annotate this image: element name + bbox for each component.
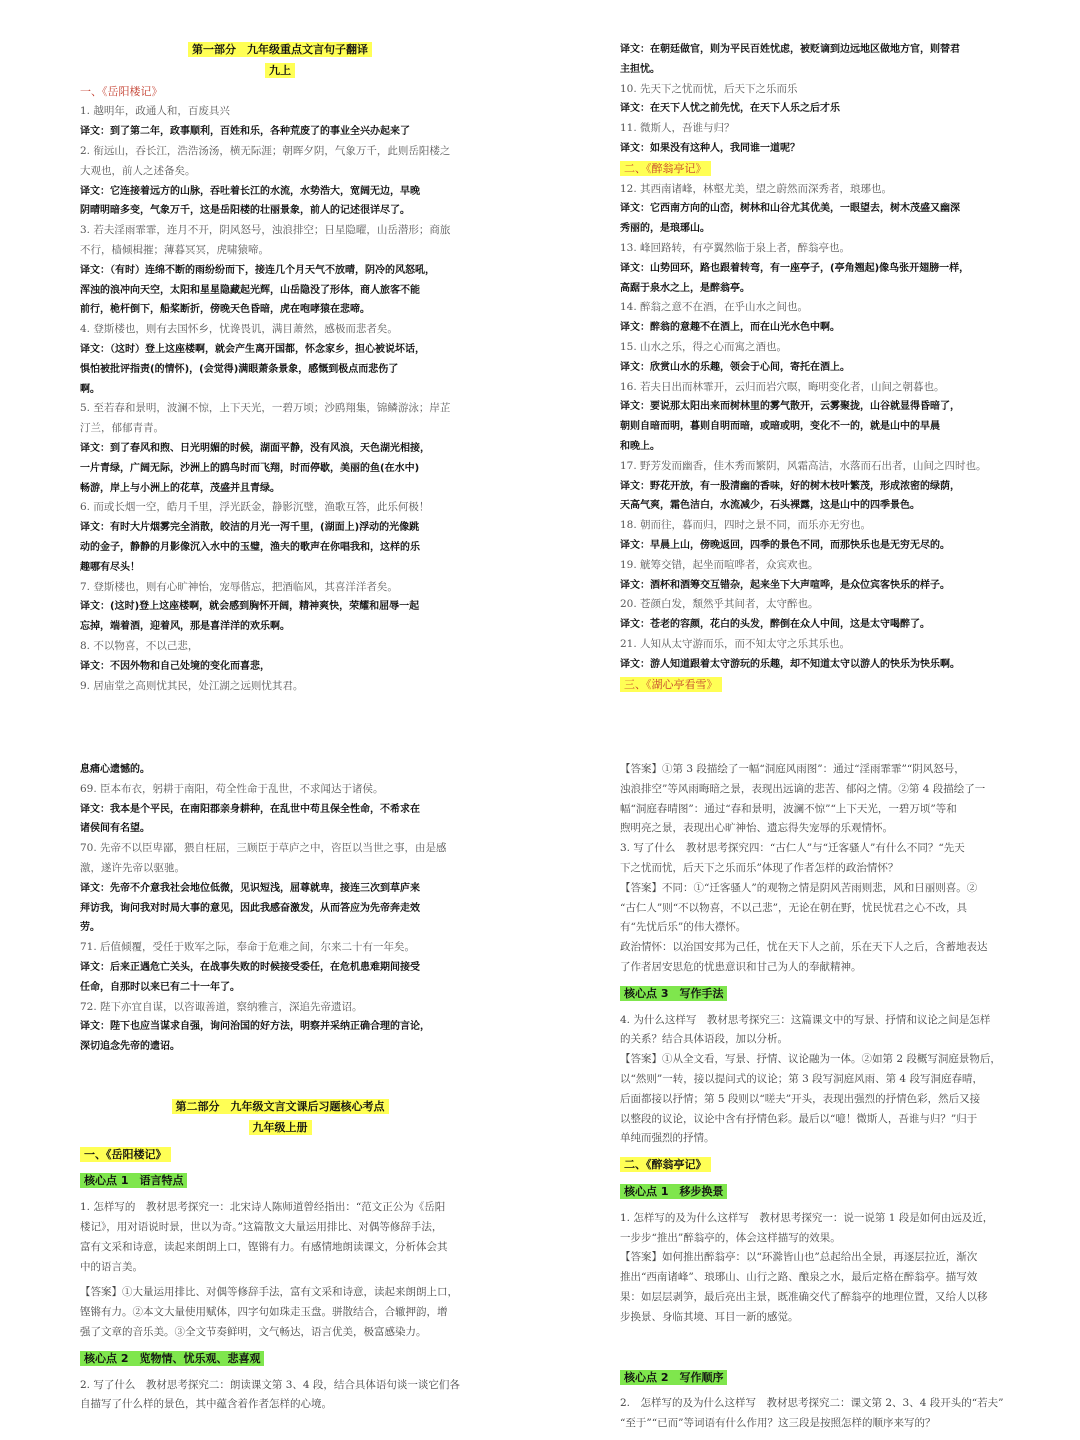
question-line: 2. 怎样写的及为什么这样写 教材思考探究二：课文第 2、3、4 段开头的“若夫” <box>620 1397 1004 1410</box>
source-line: 11. 微斯人，吾谁与归？ <box>620 122 735 135</box>
answer-line: 步换景、身临其境、耳目一新的感觉。 <box>620 1310 799 1323</box>
core-point-4: 核心点 1 移步换景 <box>620 1184 727 1199</box>
part2-subtitle: 九年级上册 <box>249 1120 312 1135</box>
source-line: 20. 苍颜白发，颓然乎其间者，太守醉也。 <box>620 598 819 611</box>
translation-line: 译文：醉翁的意趣不在酒上，而在山光水色中啊。 <box>620 322 840 334</box>
answer-line: 单纯而强烈的抒情。 <box>620 1132 715 1145</box>
source-line: 14. 醉翁之意不在酒，在乎山水之间也。 <box>620 301 809 314</box>
translation-line: 译文：在朝廷做官，则为平民百姓忧虑，被贬谪到边远地区做地方官，则替君 <box>620 44 960 55</box>
source-line: 72. 陛下亦宜自谋，以咨诹善道，察纳雅言，深追先帝遗诏。 <box>80 1000 363 1013</box>
translation-line: 主担忧。 <box>620 63 660 75</box>
translation-line: 译文：山势回环，路也跟着转弯，有一座亭子，(亭角翘起)像鸟张开翅膀一样， <box>620 262 970 274</box>
translation-line: 浑浊的浪冲向天空，太阳和星星隐藏起光辉，山岳隐没了形体，商人旅客不能 <box>80 284 420 296</box>
answer-line: 有“先忧后乐”的伟大襟怀。 <box>620 921 747 934</box>
answer-line: 果：如层层剥笋，最后亮出主景，既准确交代了醉翁亭的地理位置，又给人以移 <box>620 1290 988 1303</box>
answer-line: 3. 写了什么 教材思考探究四：“古仁人”与“迁客骚人”有什么不同？“先天 <box>620 842 965 855</box>
section-zuiwengting: 二、《醉翁亭记》 <box>620 1157 711 1172</box>
source-line: 16. 若夫日出而林霏开，云归而岩穴暝，晦明变化者，山间之朝暮也。 <box>620 380 945 393</box>
question-line: 楼记》，用对语说时景，世以为奇。”这篇散文大量运用排比、对偶等修辞手法， <box>80 1220 443 1233</box>
answer-line: 推出“西南诸峰”、琅琊山、山行之路、酿泉之水，最后定格在醉翁亭。描写效 <box>620 1271 978 1284</box>
answer-text <box>620 760 1020 978</box>
translation-line: 秀丽的，是琅琊山。 <box>620 223 710 235</box>
translation-line: 译文：我本是个平民，在南阳郡亲身耕种，在乱世中苟且保全性命，不希求在 <box>80 803 420 815</box>
answer-line: “古仁人”则“不以物喜，不以己悲”，无论在朝在野，忧民忧君之心不改，具 <box>620 901 967 914</box>
source-line: 71. 后值倾覆，受任于败军之际，奉命于危难之间，尔来二十有一年矣。 <box>80 941 416 954</box>
answer-line: 【答案】①第 3 段描绘了一幅“洞庭风雨图”：通过“淫雨霏霏”“阴风怒号， <box>620 763 965 775</box>
translation-line: 天高气爽，霜色洁白，水流减少，石头裸露，这是山中的四季景色。 <box>620 500 920 512</box>
answer-line: 【答案】①大量运用排比、对偶等修辞手法，富有文采和诗意，读起来朗朗上口， <box>80 1286 458 1299</box>
question-line: “至于”“已而”等词语有什么作用？这三段是按照怎样的顺序来写的？ <box>620 1417 936 1430</box>
translation-line: 译文：它西南方向的山峦，树林和山谷尤其优美，一眼望去，树木茂盛又幽深 <box>620 203 960 215</box>
source-line: 10. 先天下之忧而忧，后天下之乐而乐 <box>620 82 798 95</box>
translation-line: 译文：不因外物和自己处境的变化而喜悲， <box>80 660 270 672</box>
source-line: 69. 臣本布衣，躬耕于南阳，苟全性命于乱世，不求闻达于诸侯。 <box>80 782 384 795</box>
question-text <box>620 1011 1020 1150</box>
translation-line: 译文：它连接着远方的山脉，吞吐着长江的水流，水势浩大，宽阔无边，早晚 <box>80 185 420 197</box>
translation-line: 译文：欣赏山水的乐趣，领会于心间，寄托在酒上。 <box>620 361 850 373</box>
question-text <box>620 1394 1020 1434</box>
source-line: 4. 登斯楼也，则有去国怀乡，忧谗畏讥，满目萧然，感极而悲者矣。 <box>80 323 398 336</box>
section-heading <box>620 675 1020 696</box>
source-line: 3. 若夫淫雨霏霏，连月不开，阴风怒号，浊浪排空；日星隐曜，山岳潜形；商旅 <box>80 224 451 237</box>
translation-line: 译文：游人知道跟着太守游玩的乐趣，却不知道太守以游人的快乐为快乐啊。 <box>620 658 960 670</box>
translation-line: 拜访我，询问我对时局大事的意见，因此我感奋激发，从而答应为先帝奔走效 <box>80 902 420 914</box>
translation-line: 译文：后来正遇危亡关头，在战事失败的时候接受委任，在危机患难期间接受 <box>80 961 420 973</box>
answer-line: 以整段的议论，议论中含有抒情色彩。最后以“噫！微斯人，吾谁与归？”归于 <box>620 1112 978 1125</box>
translation-line: 译文：酒杯和酒筹交互错杂，起来坐下大声喧哗，是众位宾客快乐的样子。 <box>620 579 950 591</box>
answer-line: 政治情怀：以治国安邦为己任，忧在天下人之前，乐在天下人之后，含蓄地表达 <box>620 941 988 954</box>
question-text <box>80 1376 480 1416</box>
source-line: 15. 山水之乐，得之心而寓之酒也。 <box>620 340 788 353</box>
answer-line: 1. 怎样写的及为什么这样写 教材思考探究一：说一说第 1 段是如何由远及近， <box>620 1211 994 1224</box>
text-body <box>620 40 1020 695</box>
source-line: 17. 野芳发而幽香，佳木秀而繁阴，风霜高洁，水落而石出者，山间之四时也。 <box>620 459 987 472</box>
answer-line: 后面都接以抒情；第 5 段则以“嗟夫”开头，表现出强烈的抒情色彩，然后又接 <box>620 1092 981 1105</box>
translation-line: 深切追念先帝的遗诏。 <box>80 1041 180 1053</box>
answer-line: 的关系？结合具体语段，加以分析。 <box>620 1033 788 1046</box>
core-point-3: 核心点 3 写作手法 <box>620 986 727 1001</box>
source-line: 13. 峰回路转，有亭翼然临于泉上者，醉翁亭也。 <box>620 241 851 254</box>
answer-line: 了作者居安思危的忧患意识和甘己为人的奉献精神。 <box>620 960 862 973</box>
core-point-1: 核心点 1 语言特点 <box>80 1173 187 1188</box>
page-bottom-right <box>620 760 1020 1430</box>
answer-line: 强了文章的音乐美。③全文节奏鲜明，文气畅达，语言优美，极富感染力。 <box>80 1325 427 1338</box>
core-point-2: 核心点 2 览物情、忧乐观、悲喜观 <box>80 1351 264 1366</box>
translation-line: 译文：(这时)登上这座楼啊，就会感到胸怀开阔，精神爽快，荣耀和屈辱一起 <box>80 601 420 613</box>
answer-line: 下之忧而忧，后天下之乐而乐”体现了作者怎样的政治情怀？ <box>620 861 899 874</box>
answer-line: 【答案】如何推出醉翁亭：以“环滁皆山也”总起给出全景，再逐层拉近，渐次 <box>620 1251 978 1264</box>
translation-line: 诸侯间有名望。 <box>80 823 150 835</box>
text-body <box>80 102 480 696</box>
translation-line: 忘掉，端着酒，迎着风，那是喜洋洋的欢乐啊。 <box>80 621 290 633</box>
section-heading <box>620 159 1020 180</box>
source-line: 1. 越明年，政通人和，百废具兴 <box>80 105 230 118</box>
translation-line: 一片青绿，广阔无际，沙洲上的鸥鸟时而飞翔，时而停歇，美丽的鱼(在水中) <box>80 462 420 474</box>
page-bottom-left <box>80 760 480 1411</box>
answer-text <box>80 1283 480 1342</box>
translation-line: 任命，自那时以来已有二十一年了。 <box>80 981 240 993</box>
answer-line: 铿锵有力。②本文大量使用赋体，四字句如珠走玉盘。骈散结合，合辙押韵，增 <box>80 1306 448 1319</box>
section-label: 三、《湖心亭看雪》 <box>620 677 722 692</box>
translation-line: 译文：到了春风和煦、日光明媚的时候，湖面平静，没有风浪，天色湖光相接， <box>80 442 430 454</box>
section-label: 二、《醉翁亭记》 <box>620 161 711 176</box>
source-line: 18. 朝而往，暮而归，四时之景不同，而乐亦无穷也。 <box>620 519 872 532</box>
translation-line: 啊。 <box>80 383 100 395</box>
translation-line: 译文：（这时）登上这座楼啊，就会产生离开国都，怀念家乡，担心被说坏话， <box>80 343 425 355</box>
question-text <box>620 1209 1020 1328</box>
answer-line: 【答案】不同：①“迁客骚人”的观物之情是阴风苦雨则悲，风和日丽则喜。② <box>620 881 978 894</box>
answer-line: 一步步“推出”醉翁亭的，体会这样描写的效果。 <box>620 1231 841 1244</box>
page-top-left <box>80 40 480 692</box>
source-line: 7. 登斯楼也，则有心旷神怡，宠辱偕忘，把酒临风，其喜洋洋者矣。 <box>80 580 398 593</box>
question-text <box>80 1198 480 1277</box>
source-line: 汀兰，郁郁青青。 <box>80 422 164 435</box>
part1-subtitle: 九上 <box>265 63 295 78</box>
question-line: 1. 怎样写的 教材思考探究一：北宋诗人陈师道曾经指出：“范文正公为《岳阳 <box>80 1201 446 1214</box>
answer-line: 4. 为什么这样写 教材思考探究三：这篇课文中的写景、抒情和议论之间是怎样 <box>620 1013 991 1026</box>
source-line: 12. 其西南诸峰，林壑尤美，望之蔚然而深秀者，琅琊也。 <box>620 182 893 195</box>
translation-line: 前行，桅杆倒下，船桨断折，傍晚天色昏暗，虎在咆哮猿在悲啼。 <box>80 304 370 316</box>
translation-line: 译文：（有时）连绵不断的雨纷纷而下，接连几个月天气不放晴，阴冷的风怒吼， <box>80 264 435 276</box>
translation-line: 动的金子，静静的月影像沉入水中的玉璧，渔夫的歌声在你唱我和，这样的乐 <box>80 541 420 553</box>
source-line: 2. 衔远山，吞长江，浩浩汤汤，横无际涯；朝晖夕阴，气象万千，此则岳阳楼之 <box>80 144 451 157</box>
translation-line: 译文：野花开放，有一股清幽的香味，好的树木枝叶繁茂，形成浓密的绿荫， <box>620 480 960 492</box>
answer-line: 【答案】①从全文看，写景、抒情、议论融为一体。②如第 2 段概写洞庭景物后， <box>620 1053 1001 1066</box>
source-line: 不行，樯倾楫摧；薄暮冥冥，虎啸猿啼。 <box>80 243 269 256</box>
answer-line: 浊浪排空”等风雨晦暗之景，表现出远谪的悲苦、郁闷之情。②第 4 段描绘了一 <box>620 782 986 795</box>
translation-line: 译文：苍老的容颜，花白的头发，醉倒在众人中间，这是太守喝醉了。 <box>620 619 930 631</box>
translation-line: 译文：如果没有这种人，我同谁一道呢？ <box>620 142 800 154</box>
source-line: 21. 人知从太守游而乐，而不知太守之乐其乐也。 <box>620 637 851 650</box>
source-line: 大观也，前人之述备矣。 <box>80 164 196 177</box>
core-point-5: 核心点 2 写作顺序 <box>620 1370 727 1385</box>
translation-line: 译文：到了第二年，政事顺利，百姓和乐，各种荒废了的事业全兴办起来了 <box>80 126 410 138</box>
source-line: 激，遂许先帝以驱驰。 <box>80 861 185 874</box>
translation-line: 译文：在天下人忧之前先忧，在天下人乐之后才乐 <box>620 103 840 115</box>
source-line: 6. 而或长烟一空，皓月千里，浮光跃金，静影沉璧，渔歌互答，此乐何极！ <box>80 501 430 514</box>
translation-line: 译文：陛下也应当谋求自强，询问治国的好方法，明察并采纳正确合理的言论， <box>80 1021 430 1033</box>
translation-line: 译文：先帝不介意我社会地位低微，见识短浅，屈尊就卑，接连三次到草庐来 <box>80 882 420 894</box>
translation-line: 朝则自暗而明，暮则自明而暗，或暗或明，变化不一的，就是山中的早晨 <box>620 421 940 433</box>
question-line: 富有文采和诗意，读起来朗朗上口，铿锵有力。有感情地朗读课文，分析体会其 <box>80 1240 448 1253</box>
question-line: 2. 写了什么 教材思考探究二：朗读课文第 3、4 段，结合具体语句谈一谈它们各 <box>80 1378 460 1391</box>
answer-line: 以“然则”一转，接以提问式的议论；第 3 段写洞庭风雨、第 4 段写洞庭春晴， <box>620 1072 983 1085</box>
translation-line: 和晚上。 <box>620 440 660 452</box>
translation-line: 劳。 <box>80 922 100 934</box>
section-yueyanglou-2: 一、《岳阳楼记》 <box>80 1147 171 1162</box>
source-line: 8. 不以物喜，不以己悲， <box>80 639 199 652</box>
question-line: 中的语言美。 <box>80 1260 143 1273</box>
translation-line: 译文：有时大片烟雾完全消散，皎洁的月光一泻千里，(湖面上)浮动的光像跳 <box>80 522 420 534</box>
answer-line: 煦明亮之景，表现出心旷神怡、遗忘得失宠辱的乐观情怀。 <box>620 822 893 835</box>
page-top-right <box>620 40 1020 691</box>
source-line: 5. 至若春和景明，波澜不惊，上下天光，一碧万顷；沙鸥翔集，锦鳞游泳；岸芷 <box>80 402 451 415</box>
translation-line: 惧怕被批评指责(的情怀)，(会觉得)满眼萧条景象，感慨到极点而悲伤了 <box>80 363 399 375</box>
translation-line: 趣哪有尽头！ <box>80 561 140 573</box>
source-line: 9. 居庙堂之高则忧其民，处江湖之远则忧其君。 <box>80 679 304 692</box>
translation-line: 畅游，岸上与小洲上的花草，茂盛并且青绿。 <box>80 482 280 494</box>
part1-title: 第一部分 九年级重点文言句子翻译 <box>188 42 372 57</box>
translation-line: 译文：早晨上山，傍晚返回，四季的景色不同，而那快乐也是无穷无尽的。 <box>620 539 950 551</box>
source-line: 19. 觥筹交错，起坐而喧哗者，众宾欢也。 <box>620 558 819 571</box>
answer-line: 幅“洞庭春晴图”：通过“春和景明，波澜不惊”“上下天光，一碧万顷”等和 <box>620 802 957 815</box>
question-line: 自描写了什么样的景色，其中蕴含着作者怎样的心境。 <box>80 1398 332 1411</box>
text-body <box>80 760 480 1057</box>
part2-title: 第二部分 九年级文言文课后习题核心考点 <box>172 1099 389 1114</box>
translation-line: 阴晴明暗多变，气象万千，这是岳阳楼的壮丽景象，前人的记述很详尽了。 <box>80 205 410 217</box>
translation-line: 息痛心遗憾的。 <box>80 764 150 775</box>
translation-line: 译文：要说那太阳出来而树林里的雾气散开，云雾聚拢，山谷就显得昏暗了， <box>620 401 960 413</box>
translation-line: 高踞于泉水之上，是醉翁亭。 <box>620 282 750 294</box>
source-line: 70. 先帝不以臣卑鄙，猥自枉屈，三顾臣于草庐之中，咨臣以当世之事，由是感 <box>80 842 447 855</box>
section-yueyanglou: 一、《岳阳楼记》 <box>80 84 163 98</box>
